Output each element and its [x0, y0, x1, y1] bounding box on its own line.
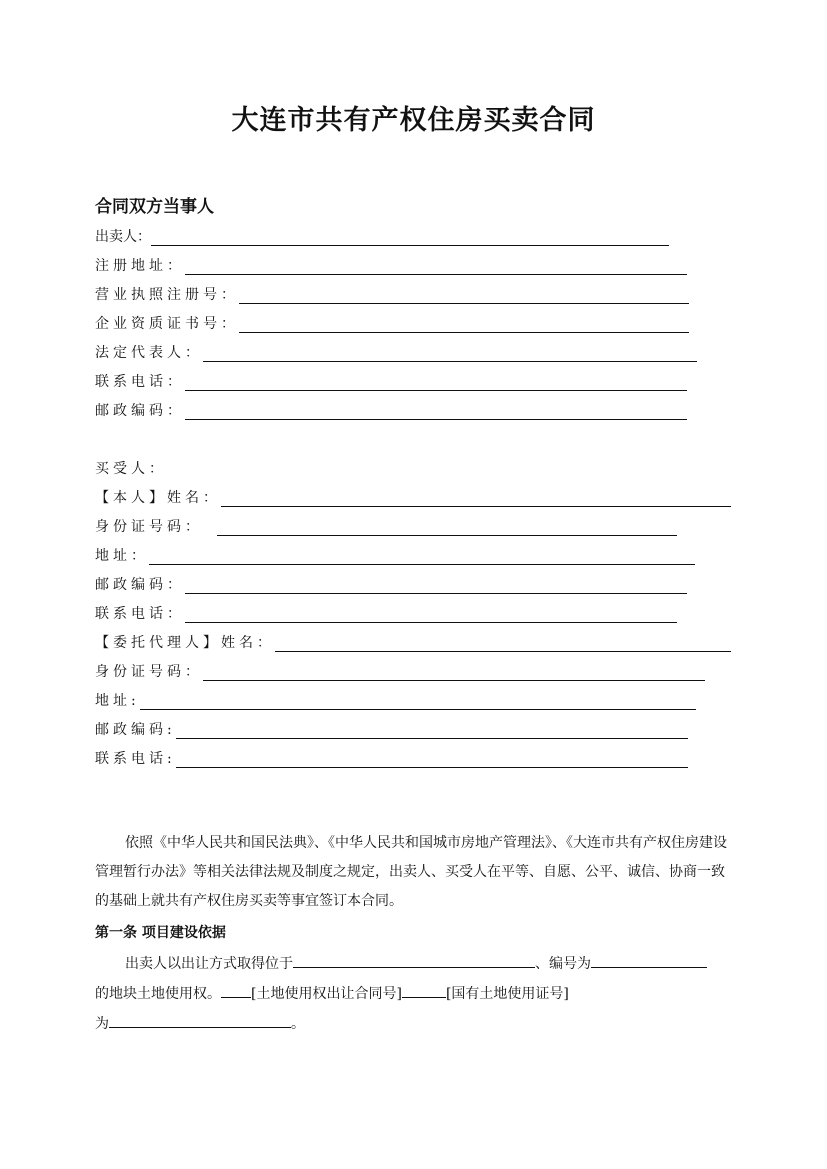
buyer-label: 买受人：	[95, 461, 167, 477]
article1-line3-text-b: 。	[291, 1016, 305, 1032]
agent-postcode-blank[interactable]	[176, 722, 688, 739]
agent-phone-blank[interactable]	[176, 751, 688, 768]
seller-blank[interactable]	[151, 229, 669, 246]
agent-id-row	[95, 659, 705, 681]
agent-name-label: 【委托代理人】姓名：	[95, 635, 275, 651]
buyer-phone-row	[95, 601, 677, 623]
article1-line2-text-a: 的地块土地使用权。	[95, 986, 221, 1002]
seller-row	[95, 224, 669, 246]
seller-qualification-label: 企业资质证书号：	[95, 316, 239, 332]
article1-line3	[95, 1010, 737, 1039]
buyer-address-blank[interactable]	[149, 548, 695, 565]
seller-phone-label: 联系电话：	[95, 374, 185, 390]
buyer-postcode-label: 邮政编码：	[95, 577, 185, 593]
buyer-postcode-blank[interactable]	[185, 577, 687, 594]
seller-label: 出卖人：	[95, 229, 151, 245]
seller-phone-blank[interactable]	[185, 374, 687, 391]
agent-id-label: 身份证号码：	[95, 664, 203, 680]
seller-address-label: 注册地址：	[95, 258, 185, 274]
buyer-id-label: 身份证号码：	[95, 519, 203, 535]
seller-address-blank[interactable]	[185, 258, 687, 275]
buyer-row	[95, 456, 167, 478]
article1-certificate-blank[interactable]	[402, 982, 446, 998]
article1-line3-text-a: 为	[95, 1016, 109, 1032]
article1-line2-text-b: [土地使用权出让合同号]	[251, 986, 402, 1002]
article1-line1	[95, 950, 737, 979]
article1-line2-text-c: [国有土地使用证号]	[445, 986, 569, 1002]
seller-license-row	[95, 282, 689, 304]
agent-address-row	[95, 688, 696, 710]
seller-postcode-row	[95, 398, 687, 420]
article1-heading: 第一条 项目建设依据	[95, 925, 226, 941]
seller-postcode-label: 邮政编码：	[95, 403, 185, 419]
article1-contract-blank[interactable]	[221, 982, 251, 998]
agent-name-blank[interactable]	[275, 635, 731, 652]
agent-phone-row	[95, 746, 688, 768]
buyer-address-label: 地址：	[95, 548, 149, 564]
buyer-id-row	[95, 514, 677, 536]
seller-qualification-blank[interactable]	[239, 316, 689, 333]
article1-number-blank[interactable]	[591, 952, 707, 968]
seller-rep-row	[95, 340, 697, 362]
agent-name-row	[95, 630, 731, 652]
seller-rep-blank[interactable]	[203, 345, 697, 362]
seller-license-label: 营业执照注册号：	[95, 287, 239, 303]
seller-license-blank[interactable]	[239, 287, 689, 304]
buyer-name-row	[95, 485, 731, 507]
agent-address-blank[interactable]	[140, 693, 696, 710]
buyer-name-blank[interactable]	[221, 490, 731, 507]
seller-address-row	[95, 253, 687, 275]
buyer-name-label: 【本人】姓名：	[95, 490, 221, 506]
article1-value-blank[interactable]	[109, 1012, 291, 1028]
article1-line1-text-b: 、编号为	[535, 956, 591, 972]
document-title: 大连市共有产权住房买卖合同	[231, 105, 596, 136]
buyer-phone-label: 联系电话：	[95, 606, 185, 622]
agent-address-label: 地址:	[95, 693, 140, 709]
seller-postcode-blank[interactable]	[185, 403, 687, 420]
seller-qualification-row	[95, 311, 689, 333]
article1-line1-text-a: 出卖人以出让方式取得位于	[125, 956, 293, 972]
article1-location-blank[interactable]	[293, 952, 535, 968]
agent-postcode-row	[95, 717, 688, 739]
agent-phone-label: 联系电话:	[95, 751, 176, 767]
seller-phone-row	[95, 369, 687, 391]
buyer-postcode-row	[95, 572, 687, 594]
article1-line2	[95, 980, 737, 1009]
parties-heading: 合同双方当事人	[95, 197, 214, 217]
buyer-phone-blank[interactable]	[185, 606, 677, 623]
buyer-id-blank[interactable]	[217, 519, 677, 536]
seller-rep-label: 法定代表人：	[95, 345, 203, 361]
agent-id-blank[interactable]	[203, 664, 705, 681]
agent-postcode-label: 邮政编码:	[95, 722, 176, 738]
buyer-address-row	[95, 543, 695, 565]
preamble-paragraph: 依照《中华人民共和国民法典》、《中华人民共和国城市房地产管理法》、《大连市共有产权住房建设管理暂行办法》等相关法律法规及制度之规定，出卖人、买受人在平等、自愿、公平、诚信、协商一致的基础上就共有产权住房买卖等事宜签订本合同。	[95, 835, 727, 909]
